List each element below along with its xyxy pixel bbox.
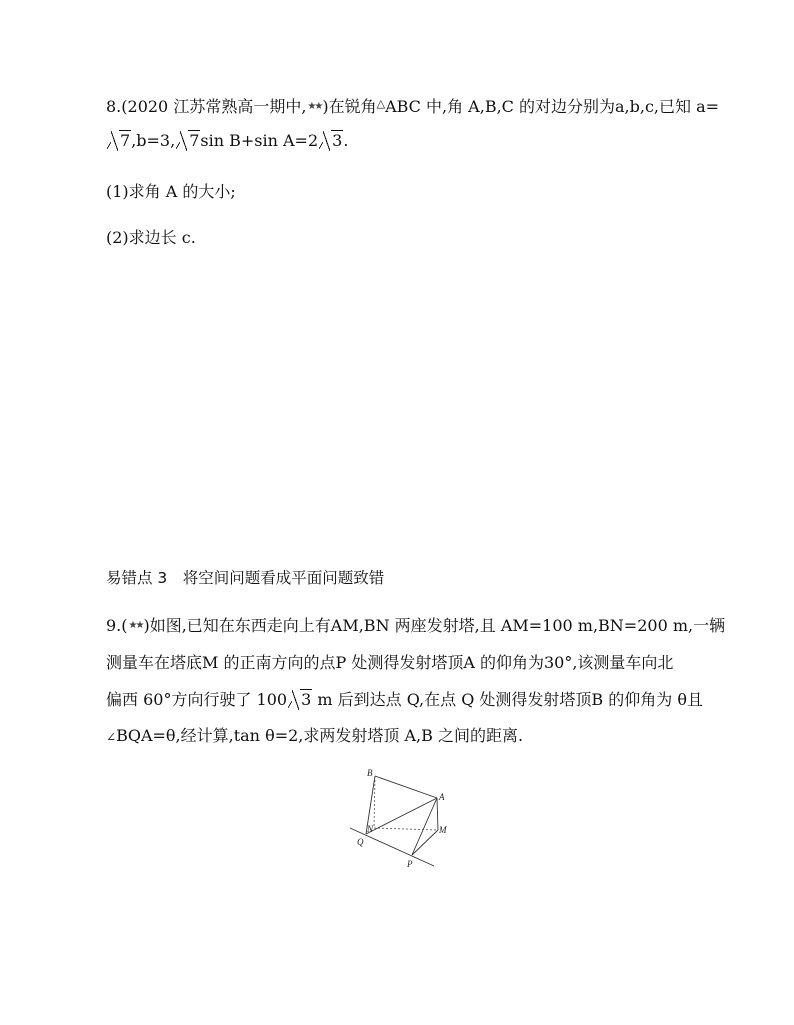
q8-part2: (2)求边长 c. bbox=[106, 228, 196, 247]
angle-symbol: ∠ bbox=[106, 730, 117, 744]
difficulty-stars-icon: ★★ bbox=[128, 620, 143, 631]
q8-part1: (1)求角 A 的大小; bbox=[106, 182, 236, 201]
edge-MP bbox=[412, 830, 438, 855]
sqrt-symbol: 3 bbox=[319, 129, 343, 153]
q9-line3: 偏西 60°方向行驶了 100 3 m 后到达点 Q,在点 Q 处测得发射塔顶B 的仰角为 θ且 bbox=[106, 688, 703, 712]
q9-line4: ∠BQA=θ,经计算,tan θ=2,求两发射塔顶 A,B 之间的距离. bbox=[106, 726, 524, 745]
q8-line2: 7,b=3, 7sin B+sin A=2 3. bbox=[106, 129, 348, 153]
section-heading: 易错点 3 将空间问题看成平面问题致错 bbox=[106, 569, 385, 587]
q8-after-stars: )在锐角 bbox=[322, 97, 377, 116]
edge-BA bbox=[375, 776, 437, 798]
sqrt-symbol: 7 bbox=[176, 129, 200, 153]
label-Q: Q bbox=[357, 837, 364, 847]
q9-line2: 测量车在塔底M 的正南方向的点P 处测得发射塔顶A 的仰角为30°,该测量车向北 bbox=[106, 653, 674, 672]
q9-line1: 9.(★★)如图,已知在东西走向上有AM,BN 两座发射塔,且 AM=100 m,BN=200 m,一辆 bbox=[106, 614, 725, 638]
label-P: P bbox=[407, 859, 413, 869]
edge-AM bbox=[437, 798, 438, 830]
edge-NM-dashed bbox=[374, 828, 438, 830]
triangle-symbol: △ bbox=[376, 97, 386, 110]
q8-stem-rest: ABC 中,角 A,B,C 的对边分别为a,b,c,已知 a= bbox=[385, 97, 720, 116]
q8-prefix: 8.(2020 江苏常熟高一期中, bbox=[106, 97, 307, 116]
edge-AP bbox=[412, 798, 437, 855]
q9-prefix: 9.( bbox=[106, 616, 128, 635]
difficulty-stars-icon: ★★ bbox=[307, 101, 322, 112]
sqrt-symbol: 3 bbox=[288, 688, 312, 712]
edge-QA bbox=[366, 798, 437, 834]
label-N: N bbox=[367, 824, 374, 834]
label-M: M bbox=[439, 825, 447, 835]
tower-diagram bbox=[340, 762, 450, 872]
label-B: B bbox=[367, 768, 373, 778]
label-A: A bbox=[439, 792, 445, 802]
sqrt-symbol: 7 bbox=[107, 129, 131, 153]
q8-line1 bbox=[106, 92, 719, 119]
